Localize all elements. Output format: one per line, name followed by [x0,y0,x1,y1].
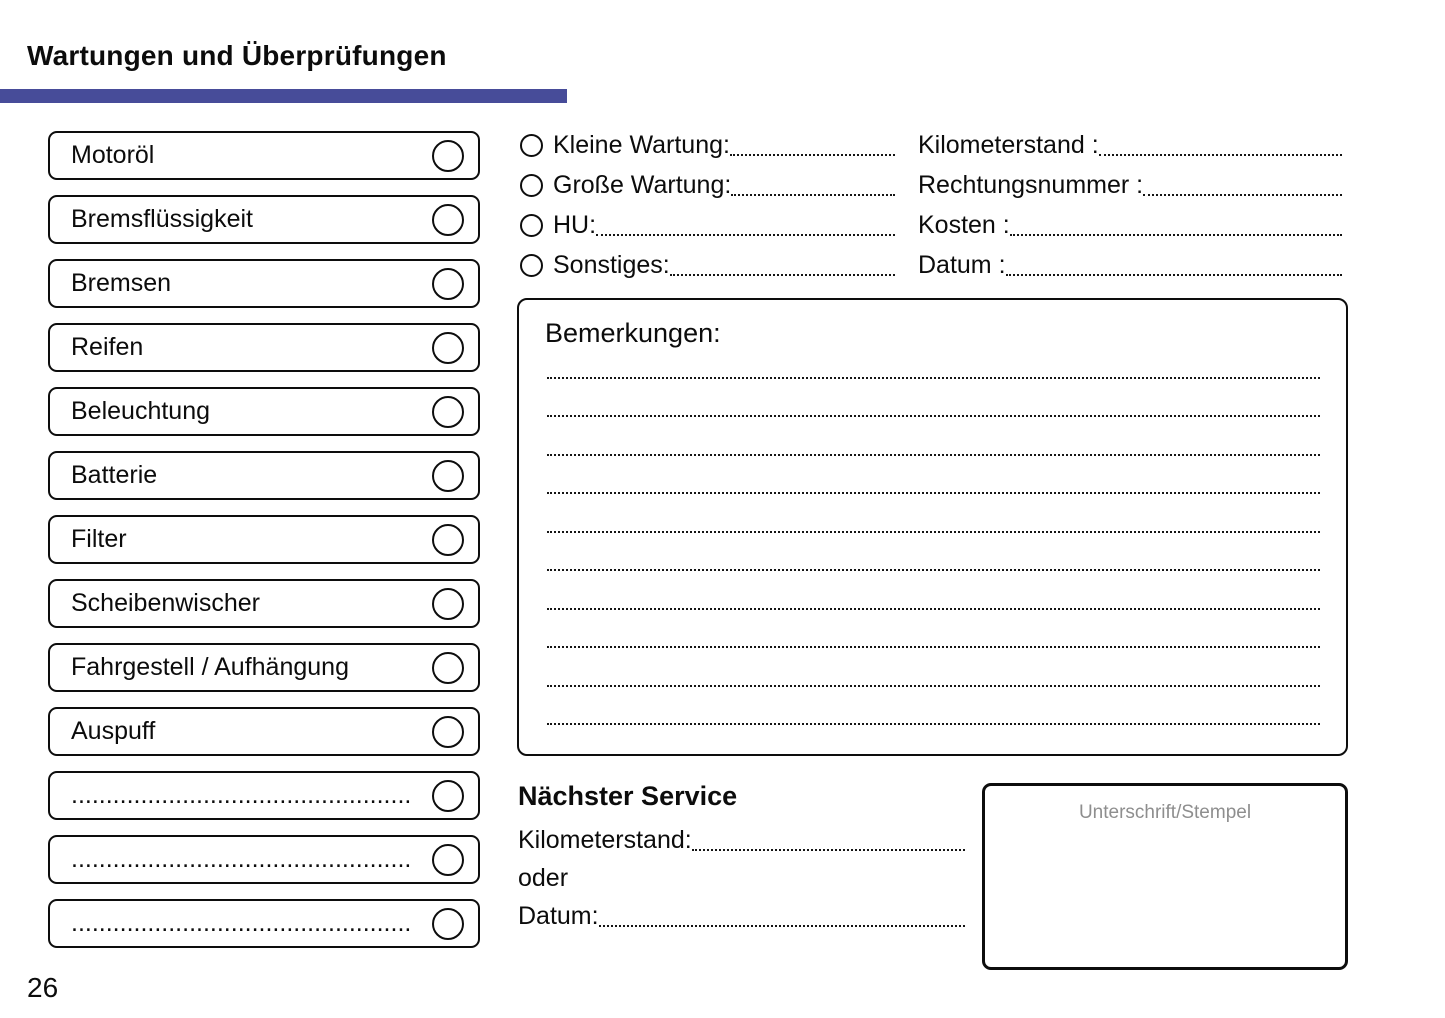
record-field-row [918,131,1342,159]
service-type-label: Kleine Wartung: [553,130,730,159]
remarks-write-in-line[interactable] [547,340,1320,379]
remarks-write-in-line[interactable] [547,648,1320,687]
remarks-write-in-line[interactable] [547,610,1320,649]
check-circle-icon[interactable] [432,204,464,236]
check-circle-icon[interactable] [432,780,464,812]
checklist-item [48,515,480,564]
next-service-section [518,781,965,940]
radio-circle-icon[interactable] [520,134,543,157]
service-type-label: Sonstiges: [553,250,670,279]
check-circle-icon[interactable] [432,524,464,556]
checklist-item-label: ................................................. [71,783,412,808]
checklist-item-label: Batterie [71,463,158,488]
write-in-line[interactable] [1143,194,1342,196]
record-field-row [918,251,1342,279]
write-in-line[interactable] [731,194,895,196]
next-service-rows [518,826,965,930]
remarks-write-in-line[interactable] [547,379,1320,418]
checklist-item-label: Reifen [71,335,144,360]
radio-circle-icon[interactable] [520,214,543,237]
next-service-label: Datum: [518,901,599,930]
checklist-item [48,259,480,308]
remarks-write-in-line[interactable] [547,533,1320,572]
remarks-write-in-line[interactable] [547,687,1320,726]
checklist-item [48,835,480,884]
checklist-item [48,131,480,180]
check-circle-icon[interactable] [432,652,464,684]
checklist-item-label: ................................................. [71,911,412,936]
remarks-write-in-line[interactable] [547,571,1320,610]
checklist-item-label: Auspuff [71,719,156,744]
record-field-list [918,131,1342,291]
checklist-item-label: Fahrgestell / Aufhängung [71,655,349,680]
remarks-lines [547,340,1320,725]
accent-bar [0,89,567,103]
checklist-item [48,195,480,244]
checklist-item-label: Bremsen [71,271,172,296]
remarks-write-in-line[interactable] [547,456,1320,495]
service-type-row [520,251,895,279]
write-in-line[interactable] [692,849,965,851]
remarks-title: Bemerkungen: [545,318,721,348]
checklist-item [48,387,480,436]
next-service-row [518,864,965,892]
next-service-row [518,902,965,930]
service-type-list [520,131,895,291]
checklist-item-label: Motoröl [71,143,155,168]
check-circle-icon[interactable] [432,908,464,940]
service-type-row [520,171,895,199]
checklist-item-label: Beleuchtung [71,399,211,424]
write-in-line[interactable] [1010,234,1342,236]
check-circle-icon[interactable] [432,332,464,364]
checklist-item-label: Filter [71,527,127,552]
next-service-label: oder [518,863,569,892]
write-in-line[interactable] [599,925,965,927]
next-service-title: Nächster Service [518,781,738,811]
check-circle-icon[interactable] [432,268,464,300]
checklist-item-label: Scheibenwischer [71,591,260,616]
radio-circle-icon[interactable] [520,254,543,277]
check-circle-icon[interactable] [432,844,464,876]
page-number: 26 [27,972,59,1003]
checklist-item [48,771,480,820]
write-in-line[interactable] [1099,154,1342,156]
signature-stamp-box[interactable] [982,783,1348,970]
remarks-write-in-line[interactable] [547,494,1320,533]
radio-circle-icon[interactable] [520,174,543,197]
check-circle-icon[interactable] [432,140,464,172]
record-field-row [918,211,1342,239]
checklist-item-label: Bremsflüssigkeit [71,207,253,232]
record-field-label: Kosten : [918,210,1010,239]
checklist-item [48,323,480,372]
check-circle-icon[interactable] [432,396,464,428]
checklist-item [48,451,480,500]
service-type-label: Große Wartung: [553,170,732,199]
checklist-item [48,643,480,692]
write-in-line[interactable] [670,274,895,276]
checklist-item [48,707,480,756]
check-circle-icon[interactable] [432,588,464,620]
record-field-label: Rechtungsnummer : [918,170,1144,199]
next-service-label: Kilometerstand: [518,825,692,854]
page-title: Wartungen und Überprüfungen [27,40,447,71]
check-circle-icon[interactable] [432,460,464,492]
write-in-line[interactable] [1006,274,1342,276]
record-field-label: Kilometerstand : [918,130,1099,159]
signature-label: Unterschrift/Stempel [1078,802,1252,823]
remarks-box [517,298,1348,756]
write-in-line[interactable] [730,154,895,156]
checklist-item [48,579,480,628]
check-circle-icon[interactable] [432,716,464,748]
checklist-item-label: ................................................. [71,847,412,872]
write-in-line[interactable] [596,234,895,236]
checklist-item [48,899,480,948]
service-type-row [520,211,895,239]
service-type-label: HU: [553,210,597,239]
next-service-row [518,826,965,854]
remarks-write-in-line[interactable] [547,417,1320,456]
service-type-row [520,131,895,159]
record-field-row [918,171,1342,199]
record-field-label: Datum : [918,250,1006,279]
checklist [48,131,480,948]
